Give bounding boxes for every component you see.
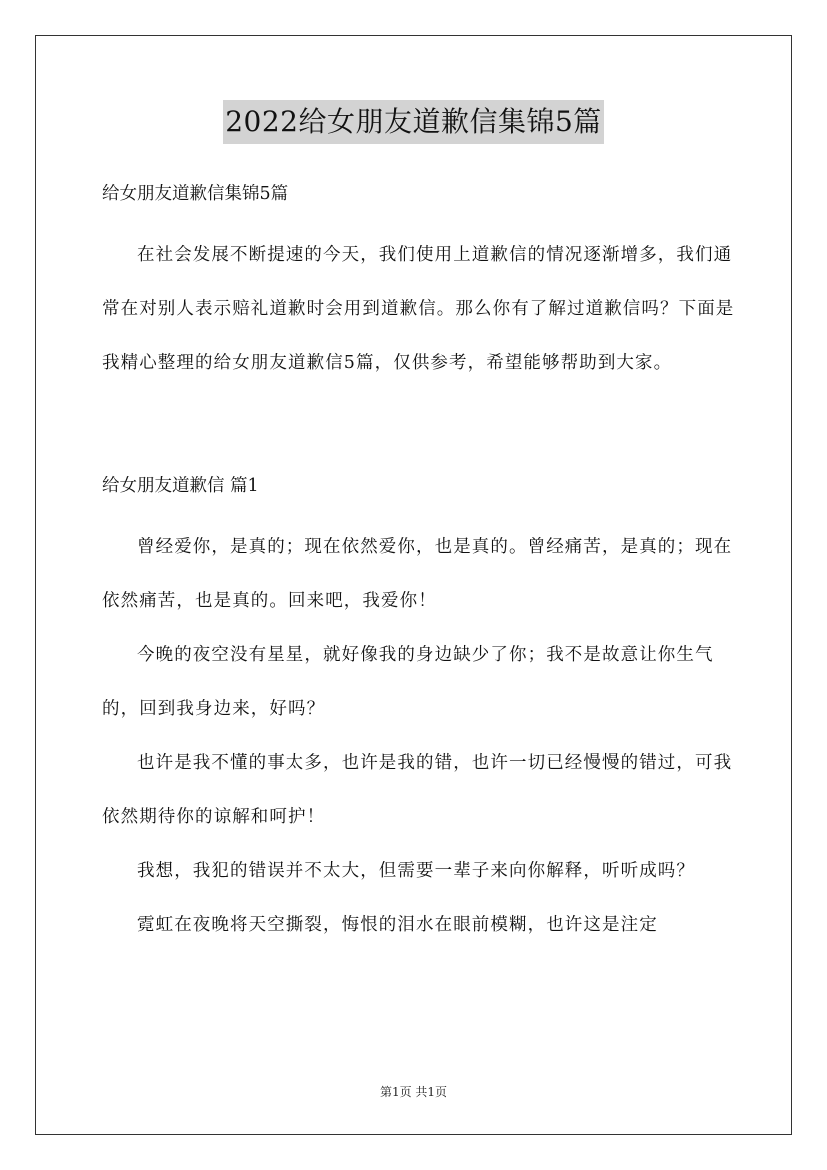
body-paragraph: 我想，我犯的错误并不太大，但需要一辈子来向你解释，听听成吗？ xyxy=(137,861,695,881)
body-paragraph: 今晚的夜空没有星星，就好像我的身边缺少了你；我不是故意让你生气的，回到我身边来，好吗？ xyxy=(102,645,714,719)
title-container xyxy=(0,100,827,144)
section-heading: 给女朋友道歉信 篇1 xyxy=(102,476,259,496)
body-paragraph: 曾经爱你，是真的；现在依然爱你，也是真的。曾经痛苦，是真的；现在依然痛苦，也是真的。回来吧，我爱你！ xyxy=(102,537,733,611)
section-spacer xyxy=(102,390,742,468)
page-footer: 第1页 共1页 xyxy=(379,1085,448,1099)
document-subtitle: 给女朋友道歉信集锦5篇 xyxy=(102,184,289,204)
intro-paragraph: 在社会发展不断提速的今天，我们使用上道歉信的情况逐渐增多，我们通常在对别人表示赔礼道歉时会用到道歉信。那么你有了解过道歉信吗？下面是我精心整理的给女朋友道歉信5篇，仅供参考，希望能够帮助到大家。 xyxy=(102,245,735,373)
body-paragraph: 也许是我不懂的事太多，也许是我的错，也许一切已经慢慢的错过，可我依然期待你的谅解和呵护！ xyxy=(102,753,733,827)
document-body xyxy=(102,176,742,952)
body-paragraph: 霓虹在夜晚将天空撕裂，悔恨的泪水在眼前模糊，也许这是注定 xyxy=(137,915,658,935)
document-title: 2022给女朋友道歉信集锦5篇 xyxy=(223,100,604,144)
